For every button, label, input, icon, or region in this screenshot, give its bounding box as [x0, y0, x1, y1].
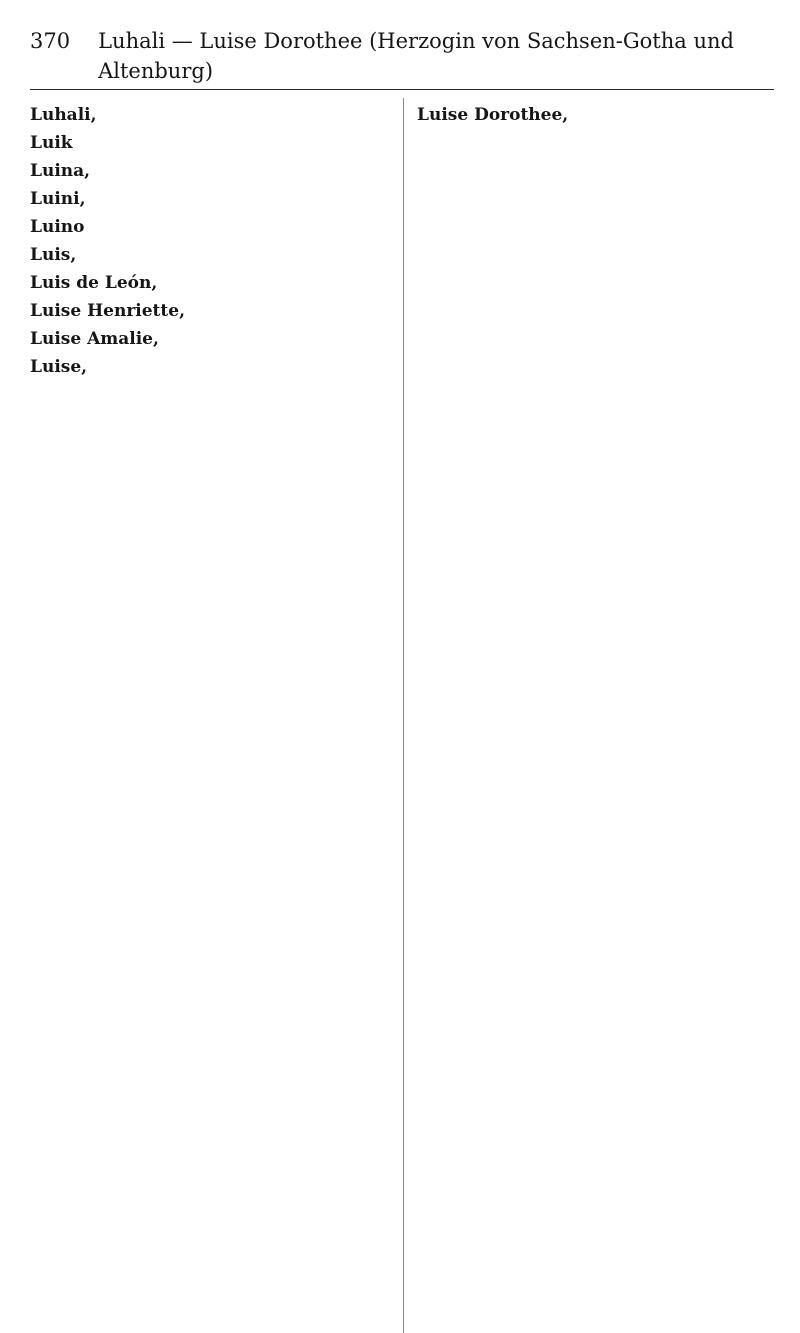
entry-headword: Luise Amalie,	[30, 329, 159, 349]
entry-luise-dorothee	[417, 105, 774, 126]
text-columns	[30, 98, 774, 1333]
entry-headword: Luise,	[30, 357, 88, 377]
page-number: 370	[30, 29, 71, 53]
entry-luino	[30, 217, 387, 238]
entry-luhali	[30, 105, 387, 126]
entry-headword: Luik	[30, 133, 73, 153]
entry-headword: Luise Dorothee,	[417, 105, 569, 125]
entry-headword: Luis de León,	[30, 273, 158, 293]
entry-luise	[30, 357, 387, 378]
page-header	[30, 26, 774, 90]
entry-luina	[30, 161, 387, 182]
entry-luik	[30, 133, 387, 154]
entry-headword: Luino	[30, 217, 85, 237]
entry-luise-amalie	[30, 329, 387, 350]
entry-luise-henriette	[30, 301, 387, 322]
entry-headword: Luis,	[30, 245, 77, 265]
entry-headword: Luini,	[30, 189, 86, 209]
entry-headword: Luise Henriette,	[30, 301, 185, 321]
left-column	[30, 98, 387, 1333]
entry-luini	[30, 189, 387, 210]
entry-headword: Luina,	[30, 161, 91, 181]
entry-luis-de-leon	[30, 273, 387, 294]
entry-headword: Luhali,	[30, 105, 97, 125]
right-column	[403, 98, 774, 1333]
running-head: Luhali — Luise Dorothee (Herzogin von Sachsen-Gotha und Altenburg)	[98, 29, 734, 83]
entry-luis	[30, 245, 387, 266]
